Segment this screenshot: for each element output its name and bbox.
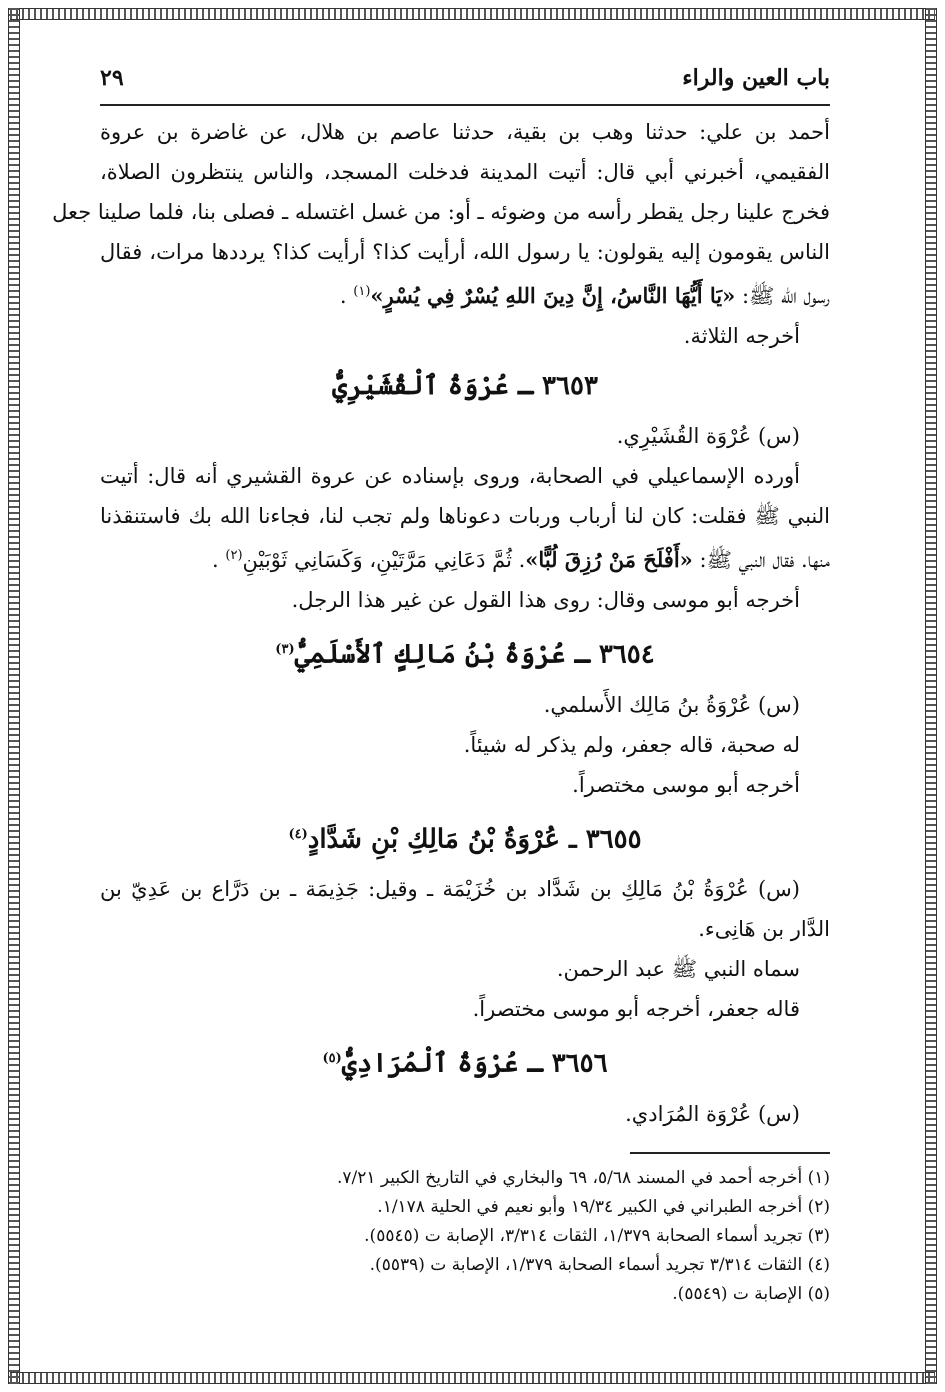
quote-suffix: . ثُمَّ دَعَانِي مَرَّتَيْنِ، وَكَسَانِي ثَوْبَيْنِ	[242, 548, 526, 572]
text-line: (س) عُرْوَةُ بْنُ مَالِكِ بن شَدَّاد بن خُزَيْمَة ـ وقيل: جَذِيمَة ـ بن دَرَّاع بن عَدِيّ بن	[100, 877, 800, 902]
entry-title-text: ٣٦٥٥ ـ عُرْوَةُ بْنُ مَالِكِ بْنِ شَدَّادٍ	[307, 824, 642, 855]
chapter-title: باب العين والراء	[682, 65, 830, 91]
prophetic-quote: «يَا أَيُّهَا النَّاسُ، إِنَّ دِينَ اللهِ يُسْرٌ فِي يُسْرٍ»	[370, 283, 736, 308]
entry-title: ٣٦٥٣ ـ عُرْوَةُ ٱلْقُشَيْرِيُّ	[332, 371, 598, 401]
entry-3654	[100, 626, 830, 805]
footnotes	[100, 1164, 830, 1309]
text-line-quote	[100, 536, 830, 580]
text-line: الناس يقومون إليه يقولون: يا رسول الله، أرأيت كذا؟ أرأيت كذا؟ يرددها مرات، فقال	[100, 240, 830, 264]
footnote: (٢) أخرجه الطبراني في الكبير ١٩/٣٤ وأبو نعيم في الحلية ١/١٧٨.	[377, 1196, 830, 1217]
text-line: النبي ﷺ فقلت: كان لنا أرباب وربات دعوناها ولم تجب لنا، فجاءنا الله بك فاستنقذنا	[100, 504, 830, 528]
entry-title	[100, 811, 830, 864]
page-number: ٢٩	[100, 65, 124, 91]
footnote: (٣) تجريد أسماء الصحابة ١/٣٧٩، الثقات ٣/٣١٤، الإصابة ت (٥٥٤٥).	[364, 1225, 830, 1246]
footnote-marker: (١)	[353, 284, 371, 299]
text-line: له صحبة، قاله جعفر، ولم يذكر له شيئاً.	[463, 732, 800, 757]
entry-title	[100, 626, 830, 679]
line-end: .	[212, 548, 226, 572]
entry-title	[100, 1035, 830, 1088]
source-line: أخرجه أبو موسى وقال: روى هذا القول عن غير هذا الرجل.	[291, 588, 800, 612]
entry-title-text: ٣٦٥٤ ـ عُرْوَةُ بْنُ مَالِكٍ ٱلأَسْلَمِيُّ	[294, 639, 655, 670]
entry-code-line: (س) عُرْوَة القُشَيْرِي.	[616, 424, 800, 448]
footnote-marker: (٥)	[322, 1051, 342, 1067]
footnote: (١) أخرجه أحمد في المسند ٥/٦٨، ٦٩ والبخاري في التاريخ الكبير ٧/٢١.	[336, 1167, 830, 1188]
text-line: الفقيمي، أخبرني أبي قال: أتيت المدينة فدخلت المسجد، والناس ينتظرون الصلاة،	[100, 160, 830, 184]
footnote: (٤) الثقات ٣/٣١٤ تجريد أسماء الصحابة ١/٣٧٩، الإصابة ت (٥٥٣٩).	[369, 1254, 830, 1275]
entry-3655	[100, 811, 830, 1030]
running-header	[100, 58, 830, 106]
text-line: أحمد بن علي: حدثنا وهب بن بقية، حدثنا عاصم بن هلال، عن غاضرة بن عروة	[100, 120, 830, 144]
text-line: أخرجه أبو موسى مختصراً.	[572, 772, 800, 797]
page-border-bottom	[10, 1372, 935, 1384]
text-line-quote	[100, 272, 830, 316]
footnote-marker: (٢)	[225, 548, 243, 563]
text-line: الدَّار بن هَانِىء.	[698, 917, 830, 942]
entry-3653	[100, 362, 830, 620]
text-line: أورده الإسماعيلي في الصحابة، وروى بإسناده عن عروة القشيري أنه قال: أتيت	[100, 464, 800, 488]
footnote-marker: (٤)	[288, 826, 308, 842]
text-line: قاله جعفر، أخرجه أبو موسى مختصراً.	[472, 997, 800, 1022]
footnote: (٥) الإصابة ت (٥٥٤٩).	[672, 1283, 830, 1304]
footnote-separator	[630, 1152, 830, 1154]
footnote-marker: (٣)	[275, 642, 295, 657]
text-line: سماه النبي ﷺ عبد الرحمن.	[556, 957, 800, 982]
text-line: (س) عُرْوَة المُرَادي.	[625, 1101, 800, 1126]
page-border-right	[925, 8, 937, 1384]
entry-3656	[100, 1035, 830, 1134]
text-line: (س) عُرْوَةُ بنُ مَالِك الأَسلمي.	[543, 692, 800, 717]
source-line: أخرجه الثلاثة.	[683, 324, 800, 348]
quote-suffix: .	[339, 284, 354, 308]
quote-prefix: رسول الله ﷺ:	[735, 284, 830, 308]
text-line: فخرج علينا رجل يقطر رأسه من وضوئه ـ أو: من غسل اغتسله ـ فصلى بنا، فلما صلينا جعل	[52, 200, 830, 224]
page-content	[52, 58, 830, 1309]
paragraph-hadith	[52, 112, 830, 356]
page-border-top	[10, 8, 935, 20]
entry-title-text: ٣٦٥٦ ـ عُرْوَةُ ٱلْمُرَادِيُّ	[341, 1048, 608, 1079]
quote-prefix: منها. فقال النبي ﷺ:	[692, 548, 830, 572]
page-border-left	[8, 8, 20, 1384]
prophetic-quote: «أَفْلَحَ مَنْ رُزِقَ لُبًّا»	[525, 547, 693, 572]
